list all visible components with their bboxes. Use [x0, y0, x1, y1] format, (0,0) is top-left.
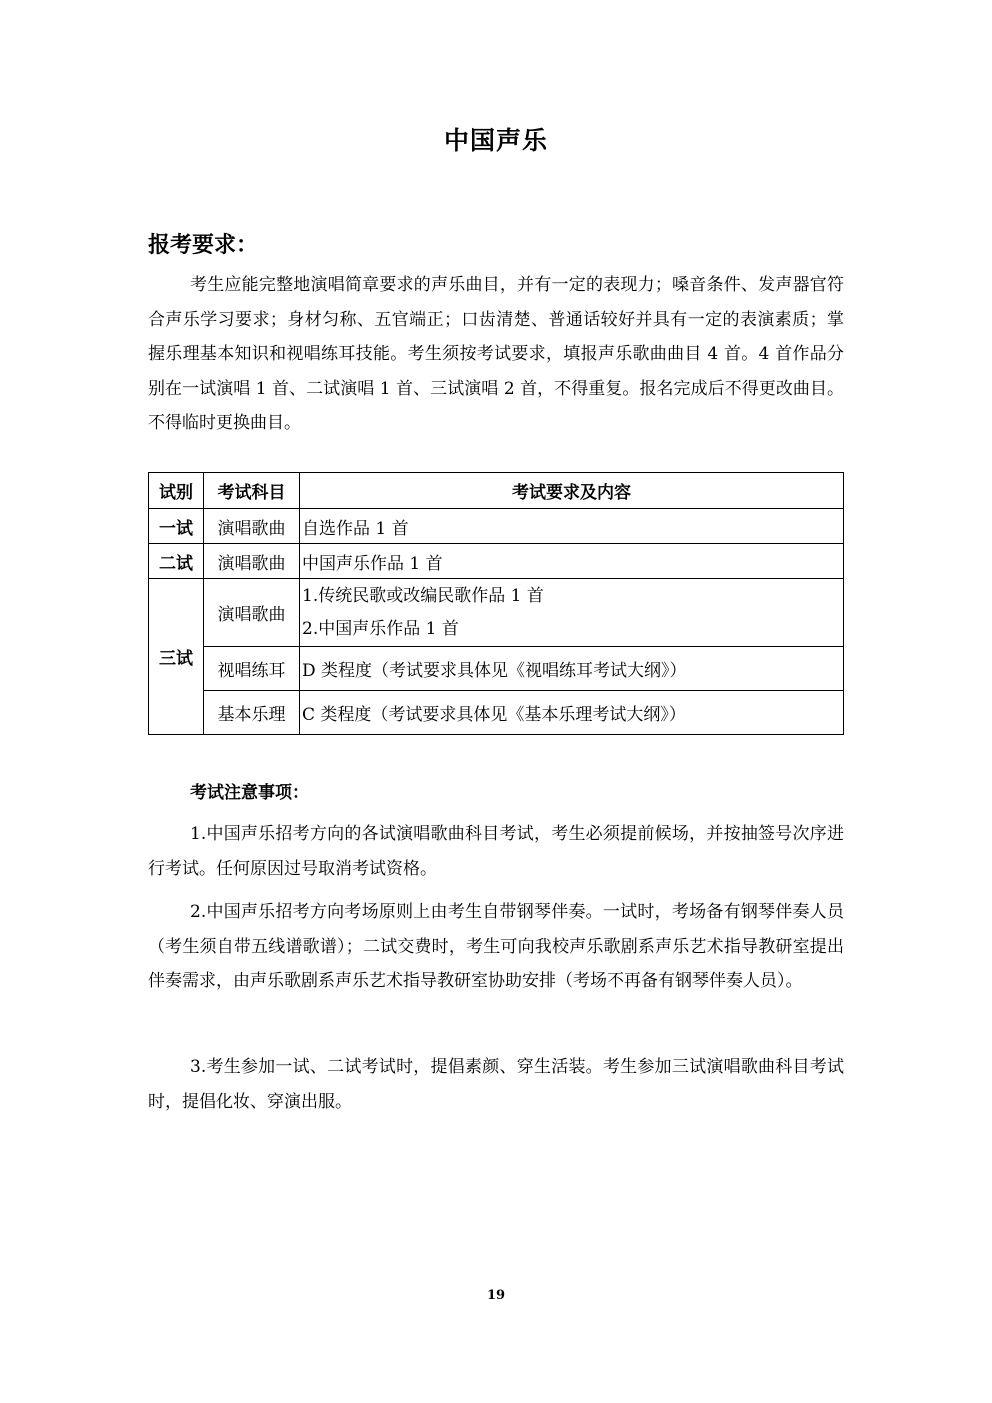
subject-cell: 演唱歌曲 [204, 579, 300, 647]
content-cell: D 类程度（考试要求具体见《视唱练耳考试大纲》） [300, 647, 844, 691]
requirements-heading: 报考要求： [148, 232, 259, 258]
header-subject: 考试科目 [204, 473, 300, 509]
round-label: 三试 [149, 579, 204, 735]
header-content: 考试要求及内容 [300, 473, 844, 509]
subject-cell: 基本乐理 [204, 691, 300, 735]
table-row [149, 647, 844, 691]
subject-cell: 演唱歌曲 [204, 509, 300, 544]
round-label: 一试 [149, 509, 204, 544]
round-label: 二试 [149, 544, 204, 579]
content-cell: C 类程度（考试要求具体见《基本乐理考试大纲》） [300, 691, 844, 735]
subject-cell: 演唱歌曲 [204, 544, 300, 579]
content-cell: 中国声乐作品 1 首 [300, 544, 844, 579]
header-round: 试别 [149, 473, 204, 509]
table-row [149, 691, 844, 735]
table-row [149, 509, 844, 544]
note-item: 1.中国声乐招考方向的各试演唱歌曲科目考试，考生必须提前候场，并按抽签号次序进行考试。任何原因过号取消考试资格。 [148, 824, 844, 879]
page-number: 19 [486, 1288, 506, 1303]
content-cell [300, 579, 844, 647]
content-cell: 自选作品 1 首 [300, 509, 844, 544]
table-row [149, 579, 844, 647]
content-line: 2.中国声乐作品 1 首 [302, 618, 459, 639]
notes-heading: 考试注意事项： [190, 783, 309, 803]
table-header-row [149, 473, 844, 509]
note-item: 2.中国声乐招考方向考场原则上由考生自带钢琴伴奏。一试时，考场备有钢琴伴奏人员（考生须自带五线谱歌谱）；二试交费时，考生可向我校声乐歌剧系声乐艺术指导教研室提出伴奏需求，由声乐歌剧系声乐艺术指导教研室协助安排（考场不再备有钢琴伴奏人员）。 [148, 902, 844, 991]
note-item: 3.考生参加一试、二试考试时，提倡素颜、穿生活装。考生参加三试演唱歌曲科目考试时，提倡化妆、穿演出服。 [148, 1057, 844, 1112]
exam-table [148, 472, 844, 735]
table-row [149, 544, 844, 579]
subject-cell: 视唱练耳 [204, 647, 300, 691]
requirements-paragraph: 考生应能完整地演唱简章要求的声乐曲目，并有一定的表现力；嗓音条件、发声器官符合声乐学习要求；身材匀称、五官端正；口齿清楚、普通话较好并具有一定的表演素质；掌握乐理基本知识和视唱练耳技能。考生须按考试要求，填报声乐歌曲曲目 4 首。4 首作品分别在一试演唱 1 首、二试演唱 1 首、三试演唱 2 首，不得重复。报名完成后不得更改曲目。不得临时更换曲目。 [148, 275, 844, 433]
content-line: 1.传统民歌或改编民歌作品 1 首 [302, 585, 544, 606]
page-title: 中国声乐 [443, 126, 548, 155]
